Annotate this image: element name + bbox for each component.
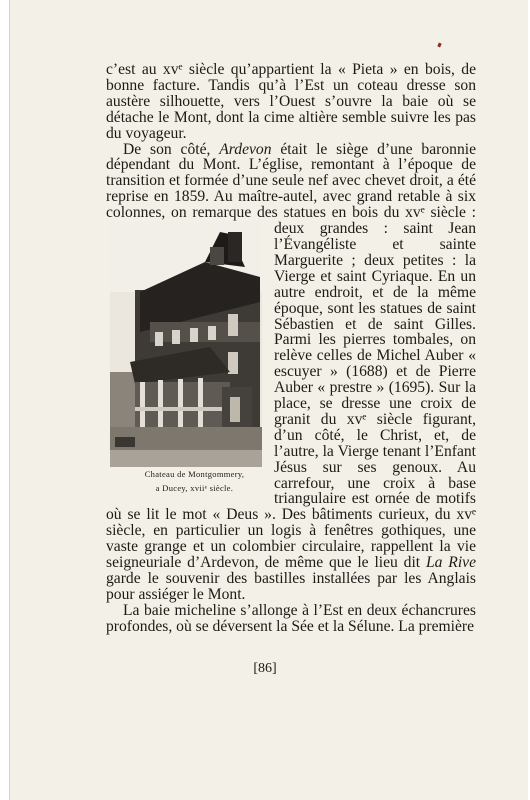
paragraph-ardevon-start: De son côté, xyxy=(123,140,220,158)
chateau-montgommery-photo xyxy=(110,222,262,467)
paragraph-ardevon xyxy=(106,142,476,603)
paragraph-ardevon-middle-a: était le siège d’une baronnie dépendant du Mont. L’église, remontant à l’époque de transition et formée d’une seule nef avec chevet droit, a été reprise en 1859. Au maître-autel, avec grand retable à six colonnes, on remarque des statues en bois du xyxy=(106,140,476,222)
paragraph-ardevon-end: garde le souvenir des bastilles installées par les Anglais pour assiéger le Mont. xyxy=(106,570,476,603)
figure-chateau xyxy=(106,222,266,495)
paragraph-baie: La baie micheline s’allonge à l’Est en deux échancrures profondes, où se déversent la Sée et la Sélune. La première xyxy=(106,601,476,635)
place-name-la-rive: La Rive xyxy=(425,554,476,572)
figure-caption xyxy=(106,467,266,495)
caption-line-1: Chateau de Montgommery, xyxy=(144,469,245,480)
paragraph-pieta: c’est au xvᵉ siècle qu’appartient la « Pieta » en bois, de bonne facture. Tandis qu’à l’Est un coteau dresse son austère silhouette, vers l’Ouest s’ouvre la baie où se détache le Mont, dont la cime altière semble suivre les pas du voyageur. xyxy=(106,61,476,142)
ink-mark xyxy=(437,43,441,48)
caption-line-2: a Ducey, xviiᵉ siècle. xyxy=(155,483,234,494)
paragraph-ardevon-middle xyxy=(106,141,476,572)
paragraph-ardevon-middle-b: xvᵉ siècle : deux grandes : saint Jean l’Évangéliste et sainte Marguerite ; deux petites : la Vierge et saint Cyriaque. En un autre endroit, et de la même époque, sont les statues de saint Sébastien et de saint Gilles. Parmi les pierres tombales, on relève celles de Michel Auber « escuyer » (1688) et de Pierre Auber « prestre » (1695). Sur la place, se dresse une croix de granit du xvᵉ siècle figurant, d’un côté, le Christ, et, de l’autre, la Vierge tenant l’Enfant Jésus sur ses genoux. Au carrefour, une croix à base triangulaire est ornée de motifs où se lit le mot « Deus ». Des bâtiments curieux, du xvᵉ siècle, en particulier un logis à fenêtres gothiques, une vaste grange et un colombier circulaire, rappellent la vie seigneuriale d’Ardevon, de même que le lieu dit xyxy=(106,204,476,572)
body-text xyxy=(106,62,476,635)
page-number: [86] xyxy=(253,661,277,676)
place-name-ardevon: Ardevon xyxy=(219,140,272,158)
